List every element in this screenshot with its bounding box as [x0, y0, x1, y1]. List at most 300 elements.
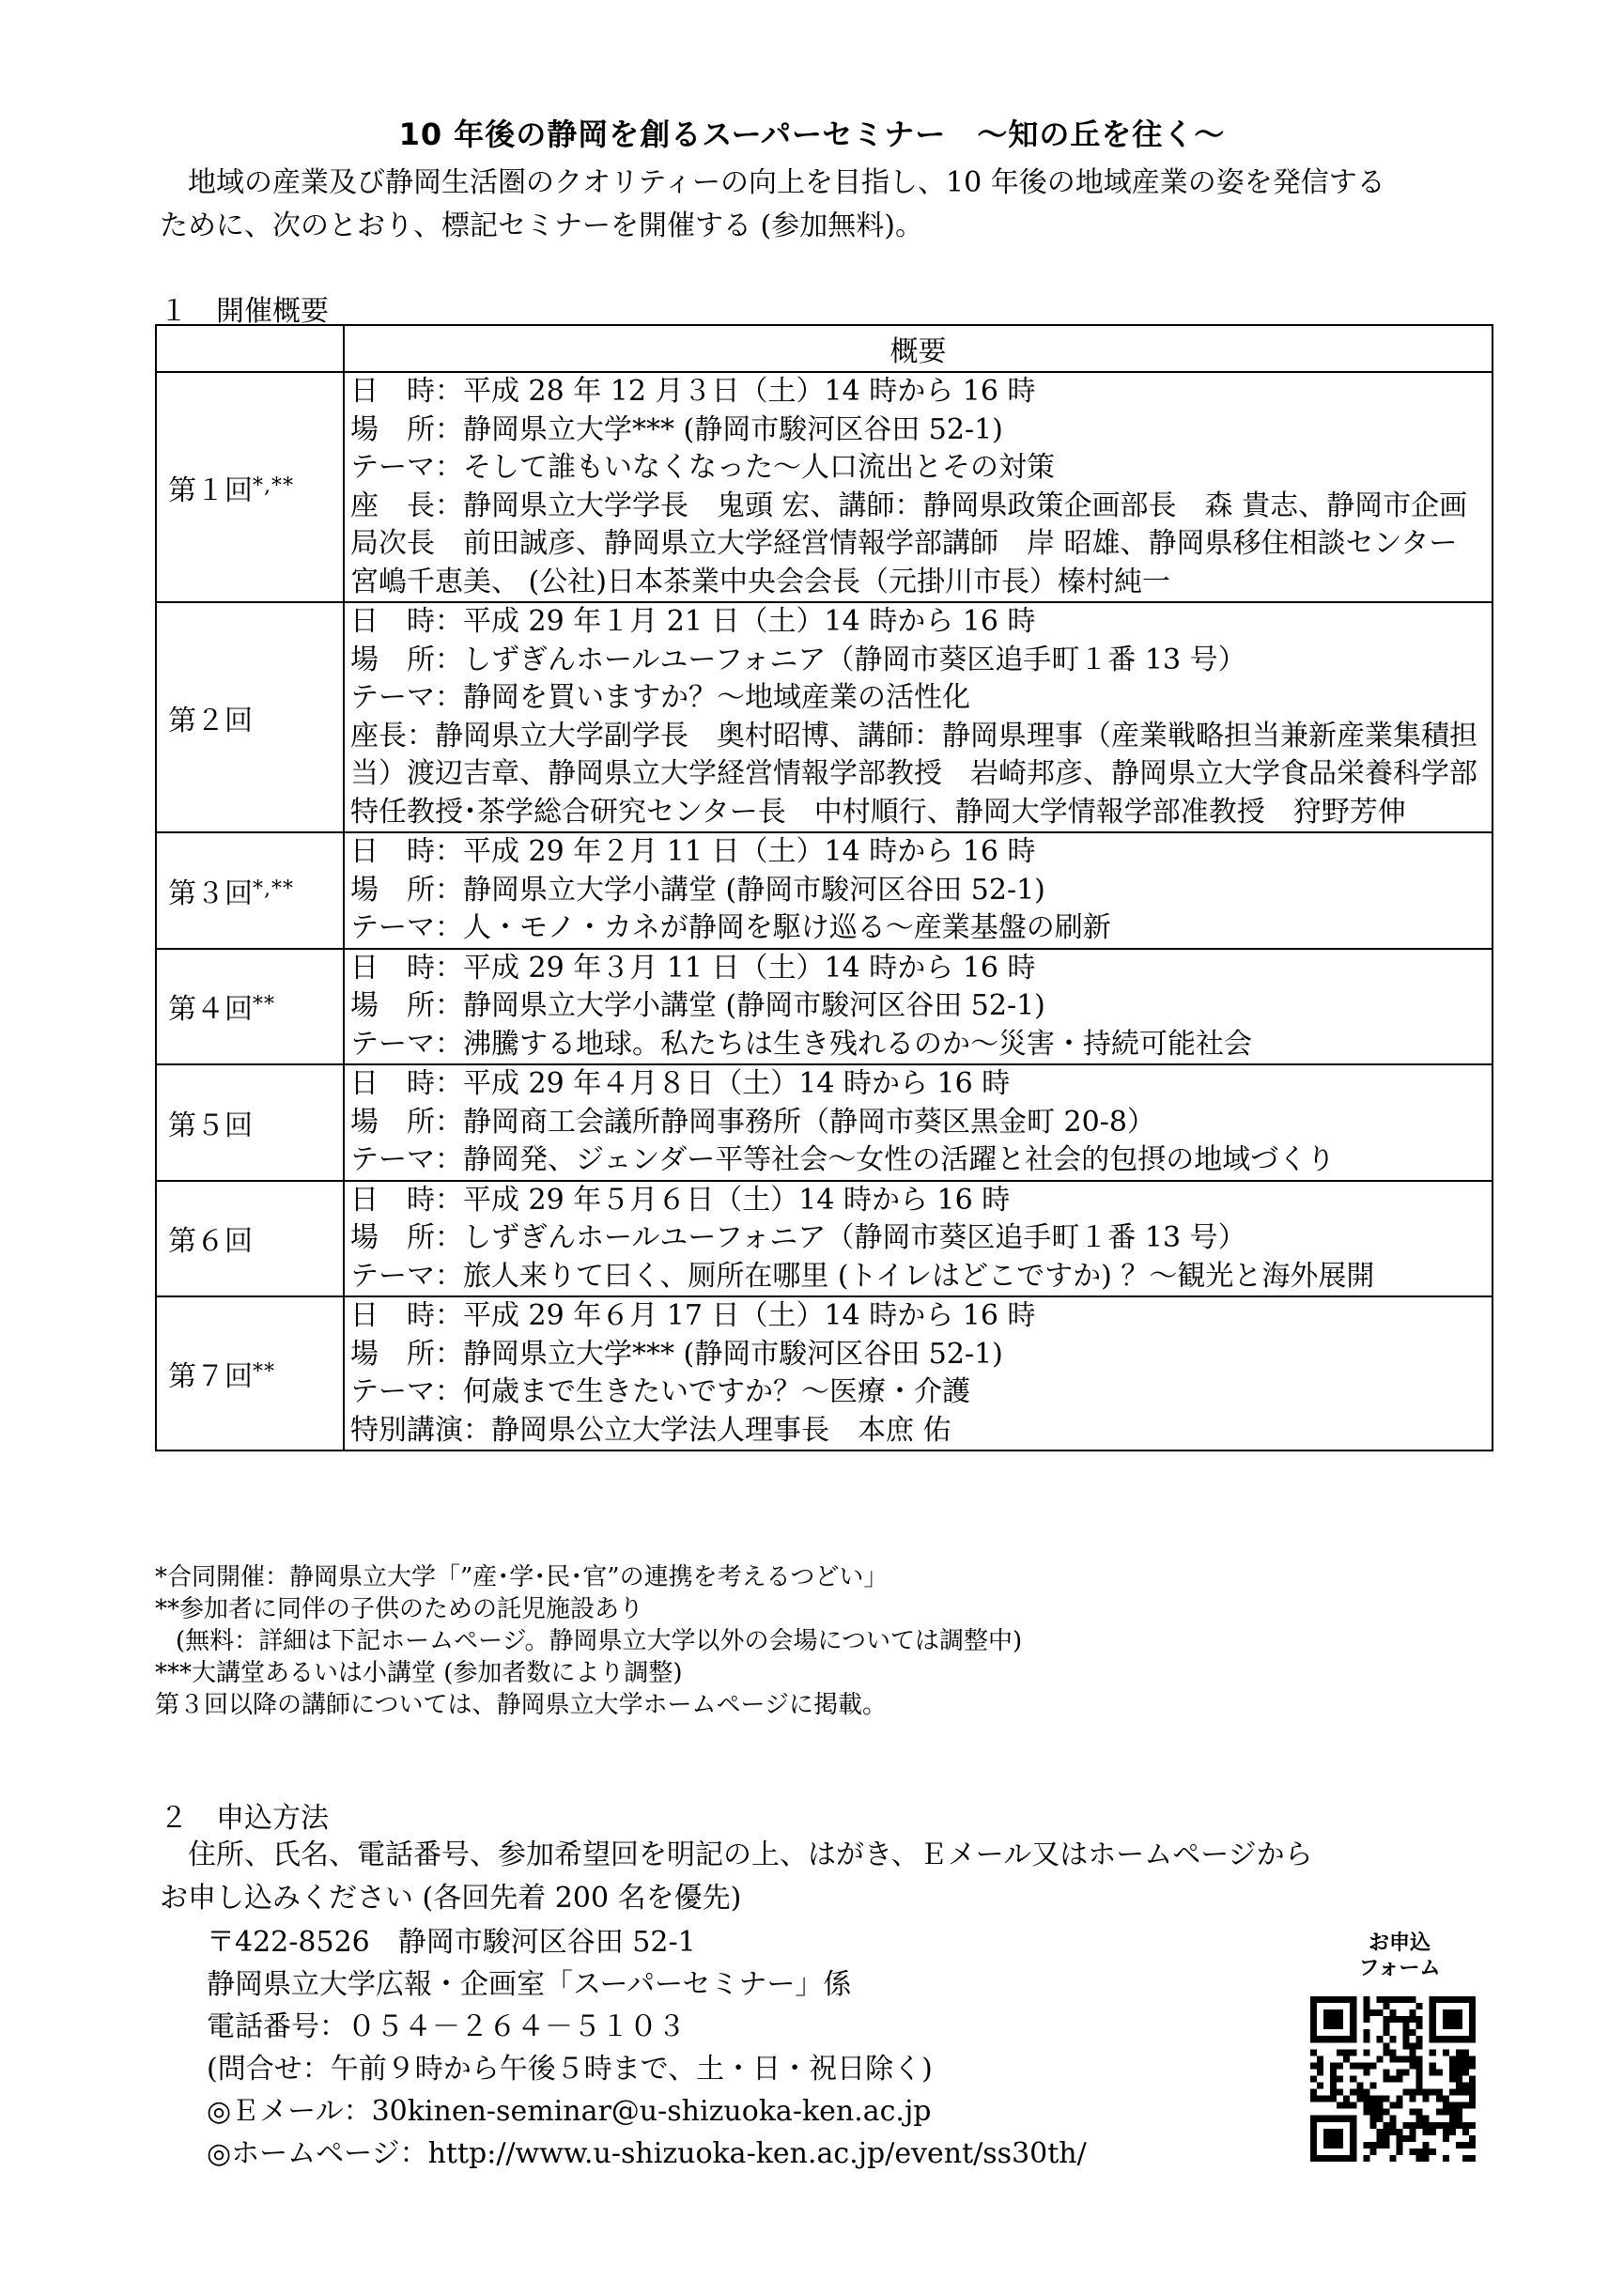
- qr-module: [1310, 2135, 1317, 2142]
- qr-module: [1397, 2135, 1403, 2142]
- qr-module: [1456, 2102, 1462, 2109]
- qr-module: [1356, 2089, 1363, 2096]
- qr-module: [1443, 2155, 1449, 2162]
- session-label: 第２回: [168, 704, 253, 737]
- qr-module: [1330, 2016, 1337, 2023]
- qr-module: [1397, 2129, 1403, 2135]
- qr-module: [1462, 1996, 1469, 2003]
- session-venue: 場 所：しずぎんホールユーフォニア（静岡市葵区追手町１番 13 号）: [350, 643, 1246, 676]
- qr-module: [1403, 2122, 1410, 2129]
- qr-module: [1430, 2089, 1436, 2096]
- qr-module: [1462, 2056, 1469, 2062]
- qr-module: [1410, 2042, 1416, 2049]
- qr-module: [1376, 2096, 1383, 2102]
- session-footnote-marks: **: [253, 1360, 275, 1384]
- qr-module: [1337, 2075, 1343, 2082]
- qr-module: [1410, 2129, 1416, 2135]
- qr-module: [1323, 2096, 1330, 2102]
- qr-module: [1443, 2122, 1449, 2129]
- qr-module: [1389, 2009, 1396, 2016]
- qr-module: [1403, 2029, 1410, 2036]
- qr-module: [1310, 2049, 1317, 2056]
- session-theme: テーマ：何歳まで生きたいですか？～医療・介護: [350, 1375, 970, 1408]
- session-footnote-marks: **: [253, 993, 275, 1017]
- qr-module: [1449, 2089, 1456, 2096]
- qr-module: [1356, 2096, 1363, 2102]
- qr-module: [1350, 2062, 1356, 2069]
- qr-module: [1330, 2023, 1337, 2029]
- contact-postal-address: 〒422-8526 静岡市駿河区谷田 52-1: [207, 1926, 696, 1959]
- session-theme: テーマ：沸騰する地球。私たちは生き残れるのか～災害・持続可能社会: [350, 1027, 1252, 1061]
- qr-module: [1469, 2155, 1476, 2162]
- qr-module: [1416, 2155, 1423, 2162]
- session-label: 第５回: [168, 1109, 253, 1142]
- qr-module: [1343, 1996, 1350, 2003]
- qr-module: [1469, 2089, 1476, 2096]
- qr-module: [1462, 2129, 1469, 2135]
- qr-module: [1389, 1996, 1396, 2003]
- qr-module: [1449, 2122, 1456, 2129]
- qr-module: [1416, 2116, 1423, 2122]
- qr-module: [1350, 2029, 1356, 2036]
- qr-module: [1389, 2056, 1396, 2062]
- qr-module: [1383, 2029, 1389, 2036]
- qr-module: [1410, 2029, 1416, 2036]
- qr-module: [1323, 2036, 1330, 2042]
- qr-module: [1403, 2016, 1410, 2023]
- qr-module: [1416, 2042, 1423, 2049]
- session-label-cell: [156, 1296, 344, 1451]
- qr-module: [1363, 2003, 1369, 2009]
- qr-module: [1416, 2003, 1423, 2009]
- session-details: [344, 1064, 1493, 1181]
- qr-module: [1323, 2023, 1330, 2029]
- qr-module: [1410, 2135, 1416, 2142]
- qr-module: [1436, 2089, 1443, 2096]
- qr-module: [1310, 2016, 1317, 2023]
- qr-module: [1430, 2036, 1436, 2042]
- qr-module: [1376, 2135, 1383, 2142]
- qr-module: [1369, 2083, 1376, 2089]
- qr-module: [1317, 2069, 1323, 2075]
- qr-module: [1317, 2036, 1323, 2042]
- qr-module: [1469, 2009, 1476, 2016]
- qr-module: [1449, 2062, 1456, 2069]
- qr-module: [1423, 2129, 1430, 2135]
- section-heading-application: ２ 申込方法: [160, 1802, 329, 1835]
- session-label: 第１回: [168, 473, 253, 507]
- session-footnote-marks: *,**: [253, 473, 294, 498]
- qr-module: [1369, 2142, 1376, 2149]
- qr-module: [1343, 2102, 1350, 2109]
- qr-module: [1383, 2023, 1389, 2029]
- qr-code-icon[interactable]: [1310, 1996, 1476, 2162]
- qr-module: [1310, 2089, 1317, 2096]
- qr-module: [1462, 2122, 1469, 2129]
- qr-module: [1416, 2122, 1423, 2129]
- qr-module: [1456, 2062, 1462, 2069]
- qr-module: [1310, 2062, 1317, 2069]
- qr-module: [1330, 2135, 1337, 2142]
- qr-module: [1363, 2089, 1369, 2096]
- qr-module: [1443, 2009, 1449, 2016]
- table-row: [156, 1181, 1493, 1297]
- qr-module: [1337, 2049, 1343, 2056]
- qr-module: [1363, 2155, 1369, 2162]
- qr-module: [1369, 2102, 1376, 2109]
- contact-email[interactable]: ◎Ｅメール：30kinen-seminar@u-shizuoka-ken.ac.jp: [207, 2095, 932, 2128]
- qr-module: [1443, 2096, 1449, 2102]
- qr-module: [1317, 2083, 1323, 2089]
- intro-line-2: ために、次のとおり、標記セミナーを開催する (参加無料)。: [160, 209, 923, 242]
- qr-module: [1397, 2096, 1403, 2102]
- qr-module: [1449, 2075, 1456, 2082]
- footnote-lecturers: 第３回以降の講師については、静岡県立大学ホームページに掲載。: [155, 1691, 887, 1719]
- qr-module: [1456, 2089, 1462, 2096]
- qr-module: [1350, 2149, 1356, 2155]
- qr-module: [1436, 2109, 1443, 2116]
- qr-module: [1456, 1996, 1462, 2003]
- qr-module: [1369, 2122, 1376, 2129]
- contact-homepage[interactable]: ◎ホームページ：http://www.u-shizuoka-ken.ac.jp/event/ss30th/: [207, 2137, 1087, 2170]
- qr-module: [1323, 2135, 1330, 2142]
- qr-module: [1469, 2135, 1476, 2142]
- qr-module: [1323, 2142, 1330, 2149]
- qr-module: [1449, 2116, 1456, 2122]
- qr-module: [1383, 2142, 1389, 2149]
- qr-module: [1416, 2083, 1423, 2089]
- qr-module: [1337, 2142, 1343, 2149]
- qr-module: [1337, 2036, 1343, 2042]
- session-details: [344, 949, 1493, 1065]
- qr-module: [1469, 2083, 1476, 2089]
- qr-module: [1410, 1996, 1416, 2003]
- qr-module: [1363, 2036, 1369, 2042]
- qr-module: [1456, 2056, 1462, 2062]
- session-speakers: 座 長：静岡県立大学学長 鬼頭 宏、講師：静岡県政策企画部長 森 貴志、静岡市企画局次長 前田誠彦、静岡県立大学経営情報学部講師 岸 昭雄、静岡県移住相談センター 宮嶋千恵美、 (公社)日本茶業中央会会長（元掛川市長）榛村純一: [350, 489, 1486, 598]
- qr-module: [1389, 2049, 1396, 2056]
- qr-module: [1376, 2009, 1383, 2016]
- qr-module: [1323, 2116, 1330, 2122]
- session-datetime: 日 時：平成 29 年４月８日（土）14 時から 16 時: [350, 1067, 1011, 1100]
- application-line-1: 住所、氏名、電話番号、参加希望回を明記の上、はがき、Ｅメール又はホームページから: [188, 1838, 1313, 1871]
- qr-module: [1363, 2142, 1369, 2149]
- qr-module: [1416, 2109, 1423, 2116]
- qr-module: [1363, 2009, 1369, 2016]
- qr-module: [1469, 2016, 1476, 2023]
- qr-module: [1443, 2016, 1449, 2023]
- qr-module: [1456, 2036, 1462, 2042]
- qr-module: [1389, 2016, 1396, 2023]
- qr-module: [1343, 2155, 1350, 2162]
- session-label-cell: [156, 602, 344, 832]
- qr-module: [1383, 2122, 1389, 2129]
- qr-module: [1397, 2056, 1403, 2062]
- footnote-childcare: **参加者に同伴の子供のための託児施設あり: [155, 1595, 644, 1623]
- qr-module: [1350, 2129, 1356, 2135]
- qr-module: [1350, 2036, 1356, 2042]
- qr-module: [1456, 2075, 1462, 2082]
- session-label-cell: [156, 832, 344, 949]
- table-header-empty: [156, 325, 344, 372]
- qr-module: [1416, 2089, 1423, 2096]
- qr-module: [1469, 2142, 1476, 2149]
- qr-module: [1337, 2135, 1343, 2142]
- qr-module: [1310, 2149, 1317, 2155]
- session-special-lecture: 特別講演：静岡県公立大学法人理事長 本庶 佑: [350, 1413, 951, 1447]
- qr-module: [1376, 2129, 1383, 2135]
- qr-module: [1449, 2036, 1456, 2042]
- qr-module: [1410, 2056, 1416, 2062]
- session-theme: テーマ：人・モノ・カネが静岡を駆け巡る～産業基盤の刷新: [350, 911, 1111, 944]
- qr-module: [1462, 2142, 1469, 2149]
- qr-module: [1350, 2122, 1356, 2129]
- qr-module: [1317, 2116, 1323, 2122]
- qr-module: [1330, 2096, 1337, 2102]
- session-details: [344, 832, 1493, 949]
- table-row: [156, 1296, 1493, 1451]
- session-datetime: 日 時：平成 29 年６月 17 日（土）14 時から 16 時: [350, 1299, 1036, 1332]
- qr-module: [1350, 2135, 1356, 2142]
- qr-module: [1330, 2062, 1337, 2069]
- qr-module: [1330, 2009, 1337, 2016]
- qr-module: [1469, 2003, 1476, 2009]
- qr-module: [1449, 2016, 1456, 2023]
- qr-module: [1456, 2109, 1462, 2116]
- qr-module: [1356, 2083, 1363, 2089]
- qr-module: [1350, 1996, 1356, 2003]
- qr-module: [1403, 2089, 1410, 2096]
- session-details: [344, 602, 1493, 832]
- qr-module: [1456, 2016, 1462, 2023]
- application-line-2: お申し込みください (各回先着 200 名を優先): [160, 1882, 742, 1915]
- session-label: 第４回: [168, 993, 253, 1027]
- session-venue: 場 所：静岡商工会議所静岡事務所（静岡市葵区黒金町 20-8）: [350, 1105, 1155, 1139]
- qr-module: [1410, 2089, 1416, 2096]
- qr-module: [1462, 2155, 1469, 2162]
- qr-module: [1310, 2129, 1317, 2135]
- qr-module: [1350, 2023, 1356, 2029]
- qr-module: [1462, 2089, 1469, 2096]
- qr-module: [1363, 2049, 1369, 2056]
- session-details: [344, 1181, 1493, 1297]
- qr-module: [1383, 2069, 1389, 2075]
- qr-module: [1416, 2062, 1423, 2069]
- qr-module: [1443, 2036, 1449, 2042]
- qr-module: [1456, 2009, 1462, 2016]
- qr-module: [1337, 2016, 1343, 2023]
- qr-module: [1423, 2096, 1430, 2102]
- qr-module: [1389, 2036, 1396, 2042]
- qr-module: [1383, 2135, 1389, 2142]
- qr-module: [1449, 2129, 1456, 2135]
- qr-module: [1462, 2036, 1469, 2042]
- qr-module: [1469, 1996, 1476, 2003]
- qr-module: [1416, 2036, 1423, 2042]
- qr-module: [1456, 2069, 1462, 2075]
- qr-module: [1469, 2029, 1476, 2036]
- qr-module: [1350, 2089, 1356, 2096]
- qr-module: [1389, 2116, 1396, 2122]
- qr-module: [1456, 2122, 1462, 2129]
- qr-module: [1403, 2069, 1410, 2075]
- qr-module: [1443, 2135, 1449, 2142]
- intro-paragraph: [160, 162, 1503, 248]
- qr-module: [1430, 2003, 1436, 2009]
- qr-module: [1389, 2122, 1396, 2129]
- qr-module: [1430, 2009, 1436, 2016]
- qr-module: [1310, 2009, 1317, 2016]
- session-theme: テーマ：静岡発、ジェンダー平等社会～女性の活躍と社会的包摂の地域づくり: [350, 1143, 1336, 1176]
- qr-module: [1376, 2102, 1383, 2109]
- application-paragraph: [160, 1834, 1503, 1920]
- qr-module: [1310, 1996, 1317, 2003]
- qr-module: [1323, 2129, 1330, 2135]
- qr-module: [1330, 2036, 1337, 2042]
- footnote-joint-event: *合同開催：静岡県立大学「”産･学･民･官”の連携を考えるつどい」: [155, 1563, 889, 1591]
- footnote-childcare-detail: (無料：詳細は下記ホームページ。静岡県立大学以外の会場については調整中): [176, 1627, 1023, 1655]
- qr-module: [1310, 2036, 1317, 2042]
- qr-module: [1350, 2142, 1356, 2149]
- session-label-cell: [156, 1181, 344, 1297]
- qr-module: [1383, 2075, 1389, 2082]
- qr-module: [1423, 2122, 1430, 2129]
- qr-module: [1363, 2102, 1369, 2109]
- qr-module: [1403, 2042, 1410, 2049]
- qr-module: [1363, 2029, 1369, 2036]
- qr-module: [1462, 2069, 1469, 2075]
- session-datetime: 日 時：平成 29 年５月６日（土）14 時から 16 時: [350, 1183, 1011, 1217]
- qr-module: [1343, 2116, 1350, 2122]
- qr-module: [1469, 2023, 1476, 2029]
- qr-module: [1337, 2009, 1343, 2016]
- qr-module: [1363, 2062, 1369, 2069]
- qr-module: [1323, 2016, 1330, 2023]
- qr-module: [1430, 2016, 1436, 2023]
- qr-module: [1350, 2075, 1356, 2082]
- qr-module: [1410, 2096, 1416, 2102]
- table-row: [156, 949, 1493, 1065]
- footnotes: [155, 1561, 1498, 1721]
- qr-module: [1310, 2116, 1317, 2122]
- qr-module: [1310, 2003, 1317, 2009]
- qr-module: [1310, 2029, 1317, 2036]
- session-theme: テーマ：そして誰もいなくなった～人口流出とその対策: [350, 451, 1055, 484]
- qr-module: [1416, 2016, 1423, 2023]
- qr-module: [1449, 2069, 1456, 2075]
- qr-module: [1389, 2155, 1396, 2162]
- qr-module: [1376, 1996, 1383, 2003]
- qr-module: [1430, 2049, 1436, 2056]
- qr-module: [1462, 2062, 1469, 2069]
- qr-module: [1383, 2049, 1389, 2056]
- session-label-cell: [156, 372, 344, 602]
- qr-module: [1337, 2129, 1343, 2135]
- session-venue: 場 所：静岡県立大学*** (静岡市駿河区谷田 52-1): [350, 1337, 1003, 1371]
- qr-module: [1443, 2023, 1449, 2029]
- session-venue: 場 所：しずぎんホールユーフォニア（静岡市葵区追手町１番 13 号）: [350, 1221, 1246, 1254]
- page-title: 10 年後の静岡を創るスーパーセミナー ～知の丘を往く～: [398, 116, 1226, 152]
- qr-module: [1469, 2096, 1476, 2102]
- qr-caption: [1334, 1931, 1465, 1981]
- qr-module: [1350, 2116, 1356, 2122]
- contact-block: [207, 1921, 1087, 2175]
- section-heading-overview: １ 開催概要: [160, 295, 329, 328]
- qr-module: [1389, 2129, 1396, 2135]
- session-footnote-marks: *,**: [253, 877, 294, 901]
- schedule-table: [155, 324, 1493, 1451]
- qr-caption-line-2: フォーム: [1358, 1957, 1441, 1980]
- qr-module: [1423, 2142, 1430, 2149]
- qr-module: [1376, 2056, 1383, 2062]
- qr-module: [1376, 2036, 1383, 2042]
- qr-module: [1430, 2149, 1436, 2155]
- qr-module: [1443, 2102, 1449, 2109]
- qr-module: [1310, 2142, 1317, 2149]
- qr-module: [1449, 2109, 1456, 2116]
- qr-module: [1403, 2023, 1410, 2029]
- qr-module: [1469, 2102, 1476, 2109]
- qr-module: [1369, 2116, 1376, 2122]
- qr-module: [1456, 2049, 1462, 2056]
- contact-office: 静岡県立大学広報・企画室「スーパーセミナー」係: [207, 1968, 852, 2001]
- qr-module: [1397, 2102, 1403, 2109]
- qr-module: [1423, 2155, 1430, 2162]
- qr-module: [1310, 2075, 1317, 2082]
- qr-module: [1443, 2109, 1449, 2116]
- session-speakers: 座長：静岡県立大学副学長 奥村昭博、講師：静岡県理事（産業戦略担当兼新産業集積担当）渡辺吉章、静岡県立大学経営情報学部教授 岩崎邦彦、静岡県立大学食品栄養科学部特任教授･茶学総合研究センター長 中村順行、静岡大学情報学部准教授 狩野芳伸: [350, 719, 1477, 829]
- qr-module: [1443, 2129, 1449, 2135]
- table-row: [156, 372, 1493, 602]
- qr-module: [1330, 1996, 1337, 2003]
- qr-module: [1397, 2016, 1403, 2023]
- qr-module: [1343, 2056, 1350, 2062]
- session-label: 第６回: [168, 1225, 253, 1259]
- qr-module: [1430, 1996, 1436, 2003]
- qr-module: [1416, 2023, 1423, 2029]
- qr-module: [1317, 1996, 1323, 2003]
- qr-module: [1403, 1996, 1410, 2003]
- qr-module: [1462, 2102, 1469, 2109]
- qr-module: [1343, 2036, 1350, 2042]
- qr-module: [1443, 2049, 1449, 2056]
- qr-module: [1323, 2009, 1330, 2016]
- qr-module: [1436, 2036, 1443, 2042]
- qr-module: [1343, 2049, 1350, 2056]
- qr-module: [1403, 2036, 1410, 2042]
- qr-module: [1449, 1996, 1456, 2003]
- qr-module: [1369, 2109, 1376, 2116]
- session-datetime: 日 時：平成 29 年１月 21 日（土）14 時から 16 時: [350, 605, 1036, 638]
- qr-module: [1423, 2149, 1430, 2155]
- qr-module: [1317, 2056, 1323, 2062]
- qr-module: [1330, 2089, 1337, 2096]
- qr-module: [1350, 2003, 1356, 2009]
- qr-module: [1337, 2023, 1343, 2029]
- table-header-row: [156, 325, 1493, 372]
- qr-module: [1430, 2062, 1436, 2069]
- qr-module: [1462, 2049, 1469, 2056]
- session-venue: 場 所：静岡県立大学小講堂 (静岡市駿河区谷田 52-1): [350, 989, 1045, 1022]
- qr-module: [1310, 2096, 1317, 2102]
- qr-module: [1416, 2149, 1423, 2155]
- session-venue: 場 所：静岡県立大学*** (静岡市駿河区谷田 52-1): [350, 412, 1003, 446]
- qr-module: [1403, 2056, 1410, 2062]
- footnote-venue-hall: ***大講堂あるいは小講堂 (参加者数により調整): [155, 1659, 683, 1687]
- qr-module: [1469, 2062, 1476, 2069]
- session-label: 第３回: [168, 877, 253, 910]
- qr-module: [1363, 2109, 1369, 2116]
